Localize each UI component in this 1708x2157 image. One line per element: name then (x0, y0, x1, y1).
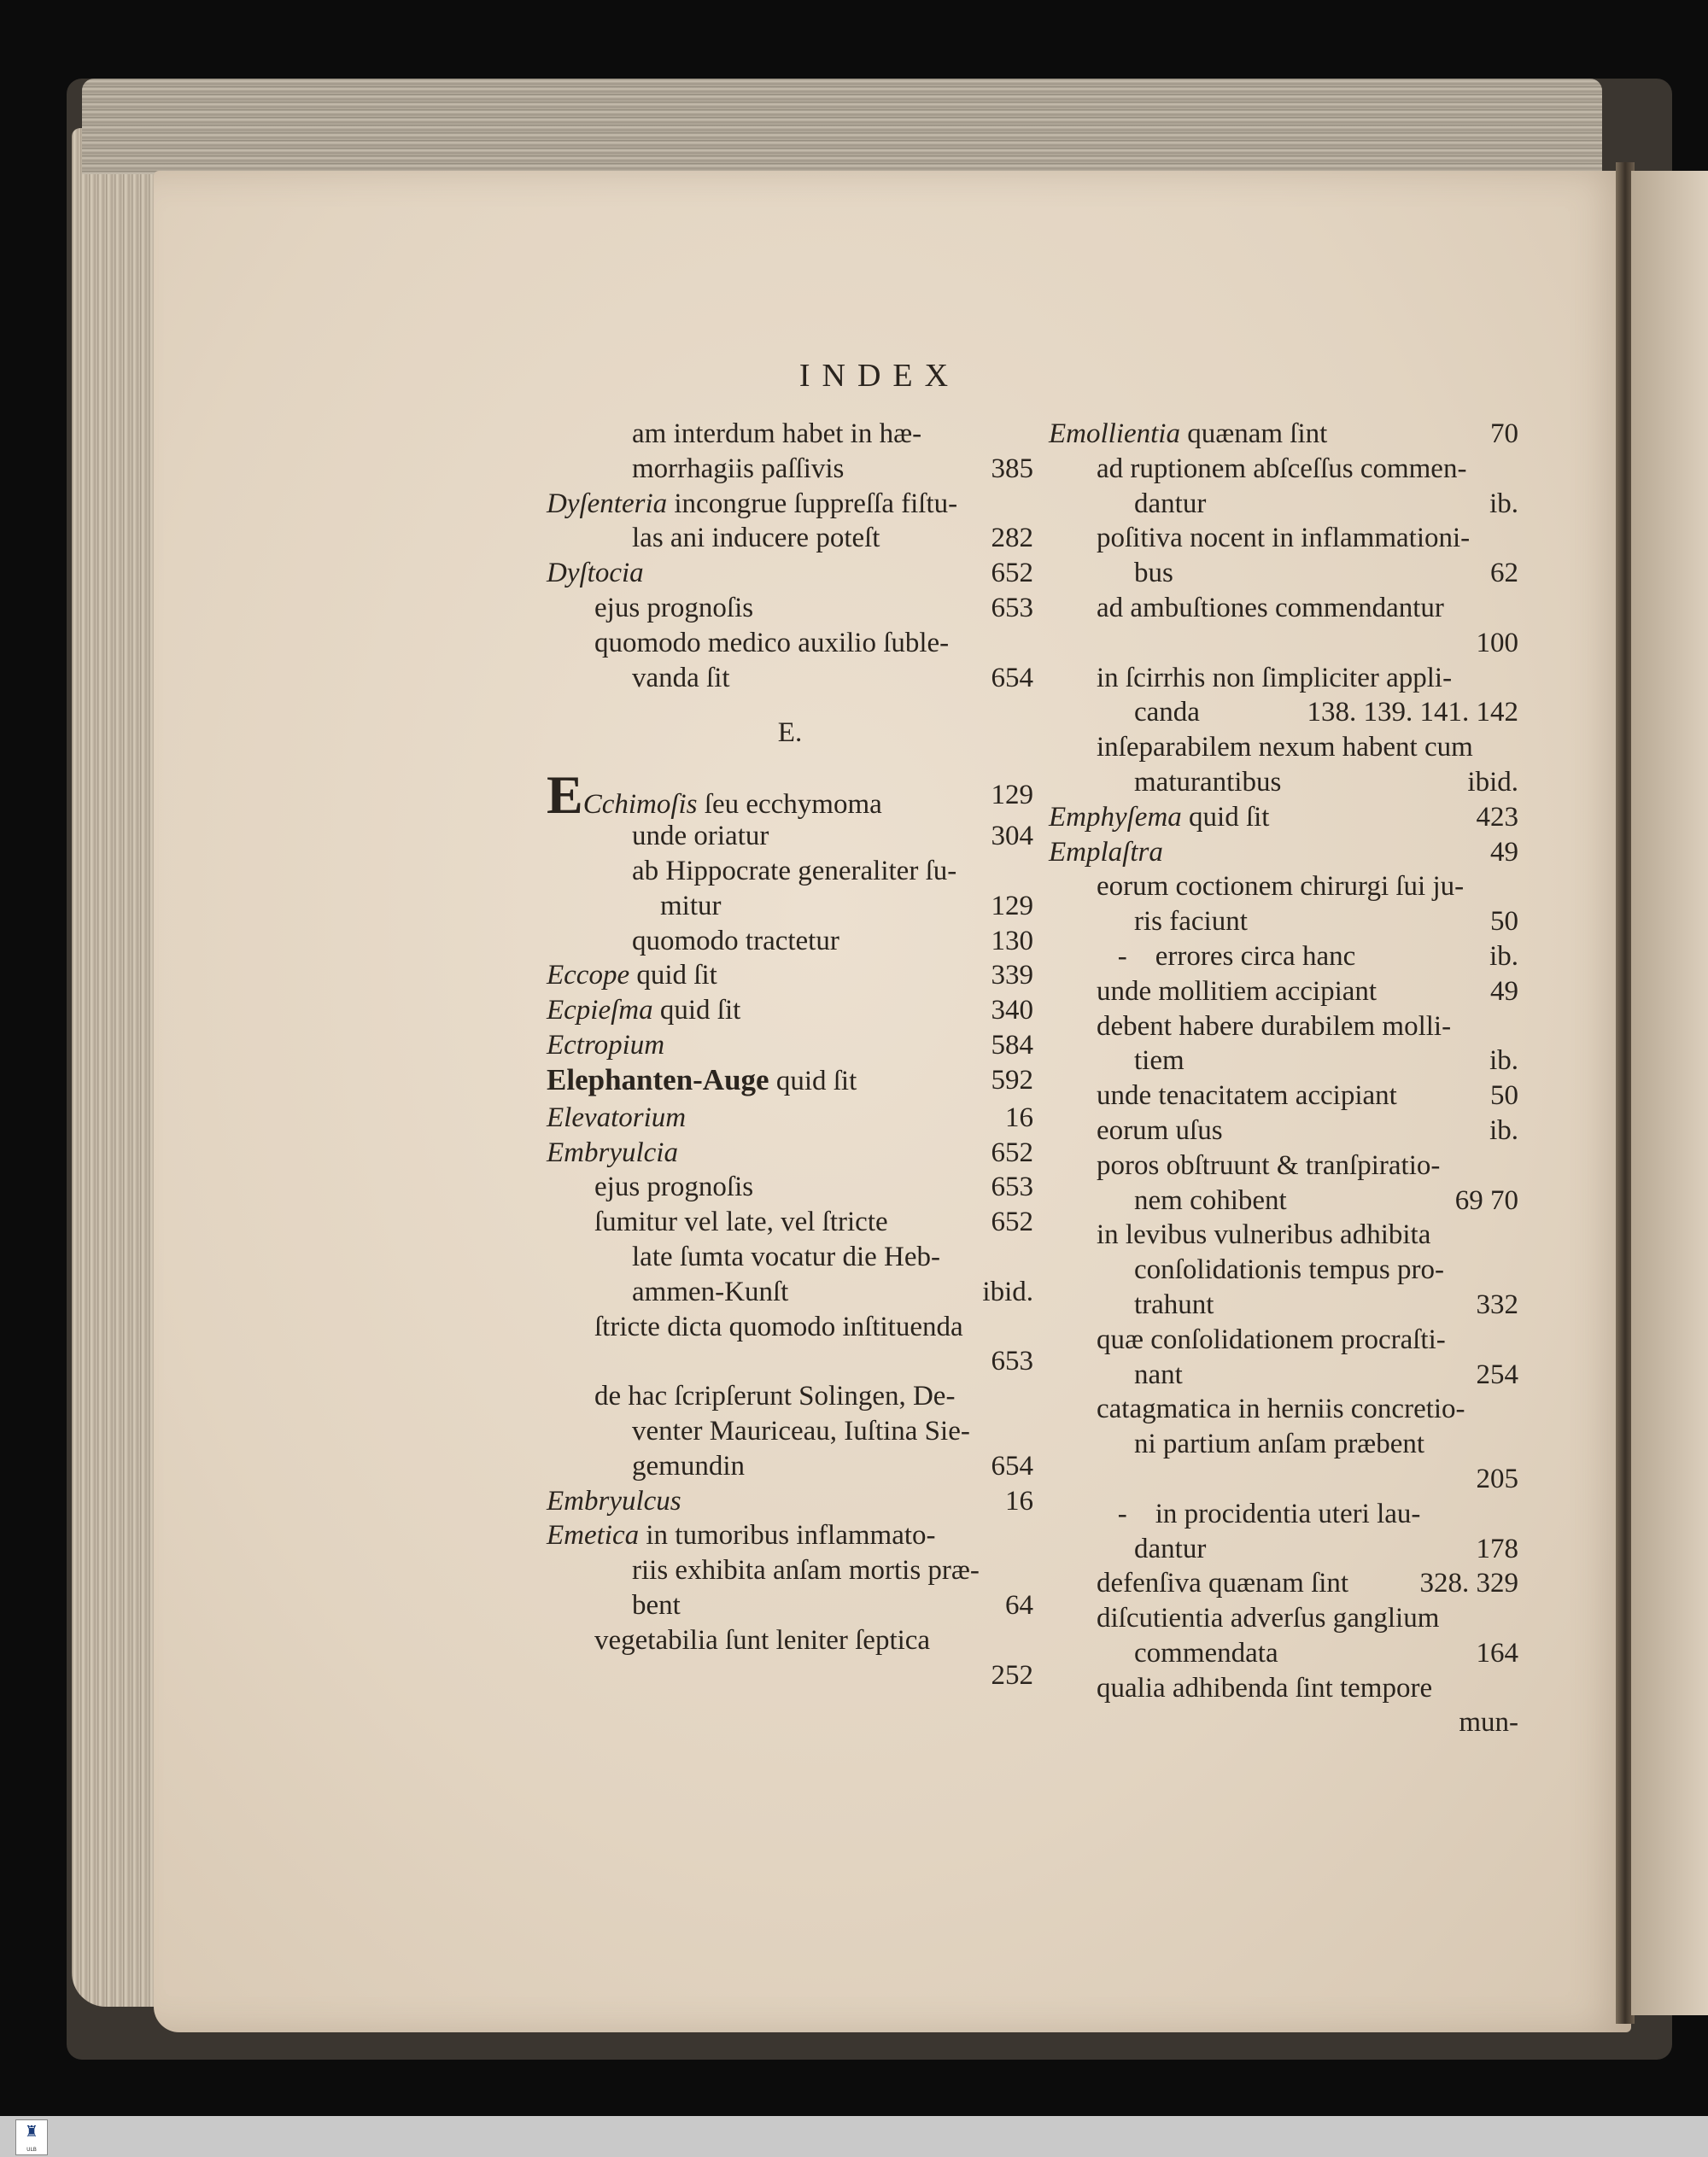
page-reference: 16 (1005, 1102, 1033, 1133)
entry-text: tiem (1134, 1045, 1184, 1077)
index-entry (1049, 626, 1518, 661)
entry-term (547, 958, 717, 993)
page-reference: ib. (1489, 488, 1518, 519)
index-entry (1049, 1358, 1518, 1393)
entry-headword: Emplaſtra (1049, 836, 1163, 868)
page-reference: 252 (991, 1659, 1033, 1691)
index-entry (547, 591, 1033, 626)
index-entry (547, 1623, 1033, 1658)
entry-text: ejus prognoſis (594, 1172, 754, 1203)
index-entry (1049, 904, 1518, 939)
entry-term (1097, 1149, 1440, 1184)
index-entry (1049, 974, 1518, 1009)
entry-term (547, 1101, 686, 1136)
entry-text: in tumoribus inflammato- (639, 1520, 936, 1552)
page-reference: 652 (991, 1207, 1033, 1238)
index-entry (1049, 1149, 1518, 1184)
index-entry (547, 487, 1033, 522)
library-logo-icon: ♜ ULB (15, 2119, 48, 2155)
entry-term (1134, 1358, 1183, 1393)
entry-term (1097, 521, 1470, 556)
entry-term (632, 1449, 745, 1484)
page-reference: 654 (991, 662, 1033, 693)
index-entry (547, 1063, 1033, 1101)
entry-headword: Elevatorium (547, 1102, 687, 1133)
entry-term (547, 1063, 857, 1099)
entry-text: nant (1134, 1359, 1183, 1390)
entry-text: dantur (1134, 488, 1207, 519)
entry-term (1134, 1288, 1214, 1323)
entry-term (632, 1414, 970, 1449)
entry-text: gemundin (632, 1450, 745, 1482)
page-reference: 205 (1476, 1463, 1518, 1494)
entry-term (632, 1588, 681, 1623)
entry-term (547, 993, 740, 1028)
entry-text: ſtricte dicta quomodo inſtituenda (594, 1311, 963, 1342)
index-entry (547, 889, 1033, 924)
index-entry (547, 1205, 1033, 1240)
page-reference: 178 (1476, 1533, 1518, 1564)
entry-term (1097, 1671, 1432, 1706)
entry-headword: Emphyſema (1049, 801, 1182, 833)
entry-term (632, 661, 730, 696)
entry-text: quid ſit (629, 960, 717, 991)
entry-text: quid ſit (652, 995, 741, 1026)
index-entry (547, 661, 1033, 696)
index-entry (547, 854, 1033, 889)
entry-text: ris faciunt (1134, 906, 1248, 938)
index-entry (1049, 1184, 1518, 1219)
index-entry (1049, 695, 1518, 730)
index-entry (1049, 1427, 1518, 1462)
viewer-footer-bar (0, 2116, 1708, 2157)
page-reference: 385 (991, 453, 1033, 484)
entry-text: incongrue ſuppreſſa fiſtu- (667, 488, 958, 519)
index-entry (1049, 556, 1518, 591)
index-entry (1049, 487, 1518, 522)
page-reference: 304 (991, 821, 1033, 852)
entry-headword: Emetica (547, 1520, 640, 1552)
index-entry (1049, 1566, 1518, 1601)
entry-term (1134, 487, 1206, 522)
page-reference: 49 (1490, 836, 1518, 868)
page-reference: 69 70 (1454, 1184, 1518, 1216)
entry-text: quomodo tractetur (632, 925, 839, 956)
page-reference: ib. (1489, 1114, 1518, 1146)
index-entry (1049, 1253, 1518, 1288)
index-entry (547, 993, 1033, 1028)
entry-text: quænam ſint (1179, 418, 1328, 449)
page-reference: 50 (1490, 1080, 1518, 1112)
page-reference: 50 (1490, 906, 1518, 938)
entry-headword: Ectropium (547, 1029, 665, 1061)
entry-text: vegetabilia ſunt leniter ſeptica (594, 1624, 931, 1656)
index-entry (547, 716, 1033, 751)
entry-term (1097, 1392, 1465, 1427)
entry-term (632, 854, 956, 889)
index-entry (547, 764, 1033, 826)
index-entry (547, 626, 1033, 661)
index-entry (547, 1518, 1033, 1553)
page-reference: ib. (1489, 940, 1518, 972)
entry-text: vanda ſit (632, 662, 730, 693)
page-reference: 340 (991, 995, 1033, 1026)
entry-text: de hac ſcripſerunt Solingen, De- (594, 1381, 956, 1412)
page-reference: ibid. (982, 1276, 1033, 1307)
entry-headword: Eccope (547, 960, 630, 991)
page-reference: 254 (1476, 1359, 1518, 1390)
entry-term (1134, 1532, 1206, 1567)
entry-term (1097, 1566, 1348, 1601)
entry-term (1097, 1601, 1439, 1636)
entry-text: - errores circa hanc (1097, 940, 1356, 972)
page-reference: 652 (991, 558, 1033, 589)
entry-text: conſolidationis tempus pro- (1134, 1254, 1444, 1286)
page-reference: 164 (1476, 1637, 1518, 1669)
entry-term (1134, 1253, 1444, 1288)
index-entry (1049, 1462, 1518, 1497)
index-entry (1049, 1497, 1518, 1532)
entry-term (594, 1170, 753, 1205)
page-reference: 138. 139. 141. 142 (1307, 697, 1518, 728)
entry-text: commendata (1134, 1637, 1278, 1669)
page-reference: ib. (1489, 1045, 1518, 1077)
entry-text: dantur (1134, 1533, 1207, 1564)
entry-term (632, 924, 839, 959)
page-reference: 70 (1490, 418, 1518, 449)
spacer (547, 695, 1033, 716)
entry-text: ab Hippocrate generaliter ſu- (632, 855, 957, 886)
entry-term (594, 1205, 888, 1240)
page-reference: 584 (991, 1029, 1033, 1061)
entry-text: ammen-Kunſt (632, 1276, 789, 1307)
entry-term (594, 1623, 930, 1658)
page-reference: 64 (1005, 1589, 1033, 1621)
page-header: INDEX (798, 358, 961, 394)
entry-headword: Cchimoſis (582, 789, 698, 821)
book-top-edge (82, 79, 1602, 174)
entry-term (547, 487, 957, 522)
page-reference: 328. 329 (1419, 1568, 1518, 1599)
entry-text: unde oriatur (632, 821, 769, 852)
entry-term (632, 819, 769, 854)
index-entry (1049, 765, 1518, 800)
page-reference: 49 (1490, 975, 1518, 1007)
entry-term (632, 521, 880, 556)
page-reference: 653 (991, 592, 1033, 623)
index-entry (547, 417, 1033, 452)
index-entry (1049, 1671, 1518, 1706)
entry-text: unde tenacitatem accipiant (1097, 1080, 1397, 1112)
index-entry (1049, 1218, 1518, 1253)
index-entry (1049, 661, 1518, 696)
entry-term (1097, 974, 1377, 1009)
entry-term (547, 1484, 681, 1519)
index-entry (1049, 521, 1518, 556)
index-entry (1049, 1009, 1518, 1044)
index-entry (1049, 869, 1518, 904)
entry-term (1134, 904, 1248, 939)
index-column-right (1049, 417, 1518, 1740)
entry-term (1097, 1497, 1420, 1532)
index-entry (547, 1028, 1033, 1063)
entry-term (1097, 591, 1444, 626)
entry-term (632, 1553, 980, 1588)
entry-term (594, 1379, 955, 1414)
index-entry (547, 521, 1033, 556)
entry-term (632, 452, 844, 487)
entry-term (594, 626, 949, 661)
index-entry (547, 1553, 1033, 1588)
index-entry (547, 1240, 1033, 1275)
index-entry (1049, 1114, 1518, 1149)
index-entry (1049, 1532, 1518, 1567)
section-letter (547, 716, 1033, 751)
entry-term (1134, 695, 1200, 730)
page-reference: 62 (1490, 558, 1518, 589)
index-entry (547, 1414, 1033, 1449)
entry-text: bus (1134, 558, 1173, 589)
entry-text: canda (1134, 697, 1200, 728)
entry-text: eorum coctionem chirurgi ſui ju- (1097, 871, 1465, 903)
index-entry (1049, 1323, 1518, 1358)
entry-headword: Embryulcia (547, 1137, 678, 1168)
index-entry (547, 1344, 1033, 1379)
entry-term (1097, 869, 1464, 904)
entry-text: ad ambuſtiones commendantur (1097, 592, 1444, 623)
index-entry (1049, 1078, 1518, 1114)
entry-term (632, 889, 722, 924)
index-entry (547, 1484, 1033, 1519)
index-entry (1049, 730, 1518, 765)
index-entry (547, 1310, 1033, 1345)
index-entry (1049, 452, 1518, 487)
entry-text: venter Mauriceau, Iuſtina Sie- (632, 1415, 970, 1447)
entry-term (1097, 1009, 1451, 1044)
index-entry (547, 819, 1033, 854)
entry-text: in ſcirrhis non ſimpliciter appli- (1097, 662, 1453, 693)
entry-text: quomodo medico auxilio ſuble- (594, 627, 950, 658)
page-reference: 339 (991, 960, 1033, 991)
entry-text: quid ſit (769, 1065, 857, 1096)
index-entry (547, 1101, 1033, 1136)
entry-text: poros obſtruunt & tranſpiratio- (1097, 1149, 1441, 1181)
entry-term (632, 1275, 788, 1310)
entry-term (1049, 800, 1269, 835)
drop-initial: E (547, 764, 583, 826)
entry-term (632, 417, 921, 452)
entry-text: am interdum habet in hæ- (632, 418, 922, 449)
entry-text: - in procidentia uteri lau- (1097, 1498, 1421, 1529)
entry-term (547, 1136, 678, 1171)
index-entry (1049, 800, 1518, 835)
entry-term (632, 1240, 940, 1275)
entry-text: las ani inducere poteſt (632, 523, 880, 554)
index-entry (1049, 1601, 1518, 1636)
index-entry (547, 1170, 1033, 1205)
index-entry (1049, 1636, 1518, 1671)
entry-text: trahunt (1134, 1289, 1214, 1320)
entry-term (1097, 1114, 1223, 1149)
entry-text: mitur (632, 890, 722, 921)
entry-text: morrhagiis paſſivis (632, 453, 845, 484)
index-column-left (547, 417, 1033, 1692)
index-entry (547, 556, 1033, 591)
index-entry (1049, 835, 1518, 870)
index-entry (547, 924, 1033, 959)
entry-headword-fraktur: Elephanten-Auge (547, 1062, 769, 1096)
entry-term (1134, 1636, 1278, 1671)
entry-term (1097, 730, 1473, 765)
entry-term (1134, 556, 1173, 591)
entry-text: late ſumta vocatur die Heb- (632, 1241, 941, 1272)
entry-term (594, 591, 753, 626)
page-reference: 16 (1005, 1485, 1033, 1517)
page-reference: mun- (1459, 1707, 1518, 1739)
entry-term (547, 1518, 936, 1553)
entry-headword: Dyſenteria (547, 488, 668, 519)
index-entry (547, 958, 1033, 993)
entry-text: debent habere durabilem molli- (1097, 1010, 1452, 1042)
page-reference: 654 (991, 1450, 1033, 1482)
index-entry (547, 1136, 1033, 1171)
index-entry (1049, 1288, 1518, 1323)
index-entry (547, 1658, 1033, 1693)
index-entry (1049, 591, 1518, 626)
page-reference: 653 (991, 1346, 1033, 1377)
index-entry (547, 1588, 1033, 1623)
page-reference: 129 (991, 780, 1033, 811)
entry-term (1049, 417, 1327, 452)
page-reference: 653 (991, 1172, 1033, 1203)
spacer (547, 751, 1033, 771)
entry-text: ni partium anſam præbent (1134, 1429, 1425, 1460)
index-entry (1049, 1705, 1518, 1740)
entry-text: quid ſit (1181, 801, 1270, 833)
entry-term (1097, 452, 1466, 487)
index-entry (1049, 1392, 1518, 1427)
entry-term (1134, 1043, 1184, 1078)
entry-text: qualia adhibenda ſint tempore (1097, 1672, 1433, 1704)
entry-term (1097, 1323, 1446, 1358)
index-entry (1049, 939, 1518, 974)
entry-term (1097, 1078, 1397, 1114)
entry-term (1134, 1184, 1287, 1219)
page-reference: ibid. (1467, 766, 1518, 798)
entry-text: diſcutientia adverſus ganglium (1097, 1603, 1440, 1634)
entry-text: nem cohibent (1134, 1184, 1287, 1216)
index-entry (547, 1379, 1033, 1414)
page-reference: 129 (991, 890, 1033, 921)
entry-text: defenſiva quænam ſint (1097, 1568, 1349, 1599)
entry-text: quæ conſolidationem procraſti- (1097, 1324, 1446, 1355)
entry-term (594, 1310, 963, 1345)
entry-headword: Emollientia (1049, 418, 1180, 449)
entry-term (1134, 765, 1281, 800)
entry-text: eorum uſus (1097, 1114, 1223, 1146)
entry-text: catagmatica in herniis concretio- (1097, 1394, 1465, 1425)
entry-headword: Ecpieſma (547, 995, 653, 1026)
entry-text: poſitiva nocent in inflammationi- (1097, 523, 1471, 554)
page-reference: 332 (1476, 1289, 1518, 1320)
entry-text: ſeu ecchymoma (697, 789, 882, 821)
entry-term (1097, 1218, 1430, 1253)
page-reference: 130 (991, 925, 1033, 956)
entry-text: in levibus vulneribus adhibita (1097, 1219, 1431, 1251)
entry-term (1097, 939, 1355, 974)
next-page-edge (1631, 171, 1708, 2015)
entry-term (1097, 661, 1452, 696)
entry-term (547, 556, 644, 591)
page-reference: 652 (991, 1137, 1033, 1168)
entry-text: bent (632, 1589, 681, 1621)
index-entry (547, 1449, 1033, 1484)
index-entry (547, 1275, 1033, 1310)
index-entry (1049, 1043, 1518, 1078)
entry-text: unde mollitiem accipiant (1097, 975, 1378, 1007)
entry-term (547, 1028, 664, 1063)
entry-text: ad ruptionem abſceſſus commen- (1097, 453, 1467, 484)
entry-text: maturantibus (1134, 766, 1282, 798)
index-entry (1049, 417, 1518, 452)
entry-text: E. (777, 717, 803, 749)
page-reference: 592 (991, 1064, 1033, 1096)
page-reference: 282 (991, 523, 1033, 554)
entry-text: ſumitur vel late, vel ſtricte (594, 1207, 888, 1238)
page-reference: 423 (1476, 801, 1518, 833)
entry-headword: Dyſtocia (547, 558, 644, 589)
entry-term (1134, 1427, 1424, 1462)
index-entry (547, 452, 1033, 487)
entry-text: ejus prognoſis (594, 592, 754, 623)
entry-headword: Embryulcus (547, 1485, 681, 1517)
entry-term (1049, 835, 1163, 870)
entry-text: riis exhibita anſam mortis præ- (632, 1555, 980, 1587)
page-reference: 100 (1476, 627, 1518, 658)
entry-text: inſeparabilem nexum habent cum (1097, 732, 1473, 763)
